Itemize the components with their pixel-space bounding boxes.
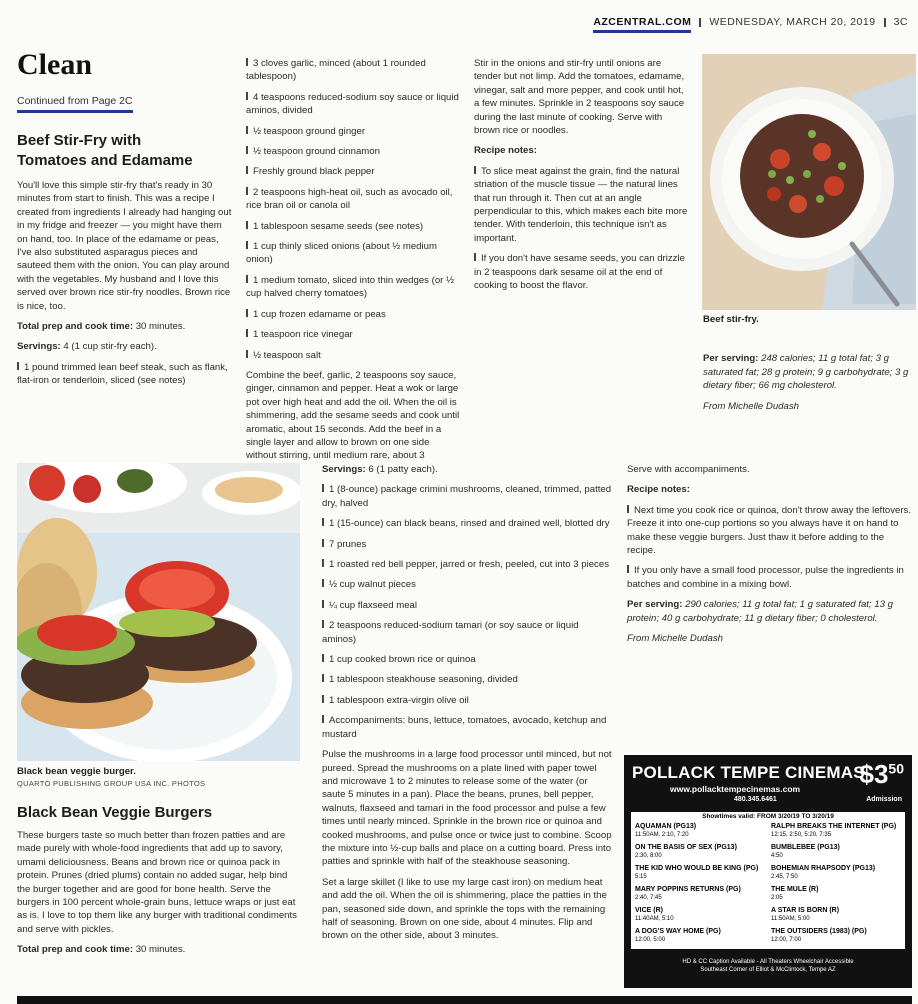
servings-label: Servings:	[322, 464, 366, 475]
movie-times: 4:50	[771, 853, 783, 859]
page-header	[593, 16, 908, 28]
recipe2-intro: These burgers taste so much better than frozen patties and are made purely with whole-food ingredients that add up to savory, umami deliciousness. Beans and brown rice or quinoa pack in protein. Prunes (dried plums) contain no added sugar, help bind the burger together and are good for bone health. Serve the burgers in 100 percent whole-grain buns, lettuce wraps or just eat as is. I love to top them like any burger with traditional condiments and serve with pickles.	[17, 830, 297, 935]
cinema-footer	[624, 958, 912, 974]
recipe1-step2: Stir in the onions and stir-fry until onions are tender but not limp. Add the tomatoes, edamame, vinegar, salt and more pepper, and cook until hot, a few minutes. Sprinkle in 2 teaspoons soy sauce during the last minute of cooking. Serve with brown rice or noodles.	[474, 58, 685, 137]
ingredient-item: 2 teaspoons high-heat oil, such as avocado oil, rice bran oil or canola oil	[246, 186, 460, 213]
movie-title: BOHEMIAN RHAPSODY (PG13)	[771, 865, 876, 872]
movie-title: A STAR IS BORN (R)	[771, 907, 840, 914]
recipe1-title	[17, 131, 232, 171]
bottom-rule	[17, 996, 912, 1004]
cinema-phone: 480.345.6461	[734, 796, 777, 803]
ingredient-item: 1 (15-ounce) can black beans, rinsed and drained well, blotted dry	[322, 517, 612, 530]
ingredient-item: Accompaniments: buns, lettuce, tomatoes, avocado, ketchup and mustard	[322, 714, 612, 741]
movie-listing	[771, 823, 896, 839]
recipe1-column-1	[17, 131, 232, 395]
burger-photo-captions	[17, 766, 300, 788]
movie-title: THE OUTSIDERS (1983) (PG)	[771, 928, 867, 935]
time-label: Total prep and cook time:	[17, 321, 134, 333]
recipe1-title-line1: Beef Stir-Fry with	[17, 132, 142, 149]
recipe1-title-line2: Tomatoes and Edamame	[17, 152, 193, 169]
movie-times: 12:00, 7:00	[771, 937, 802, 943]
recipe2-servings	[322, 463, 612, 476]
movie-title: ON THE BASIS OF SEX (PG13)	[635, 844, 737, 851]
recipe2-title: Black Bean Veggie Burgers	[17, 804, 213, 821]
movie-title: MARY POPPINS RETURNS (PG)	[635, 886, 741, 893]
recipe1-servings	[17, 340, 232, 353]
separator	[884, 18, 886, 27]
issue-date: WEDNESDAY, MARCH 20, 2019	[709, 16, 876, 28]
movie-listing	[635, 928, 721, 944]
section-title: Clean	[17, 48, 92, 81]
movie-times: 2:05	[771, 895, 783, 901]
ingredient-item: 1 cup thinly sliced onions (about ½ medium onion)	[246, 240, 460, 267]
movie-title: RALPH BREAKS THE INTERNET (PG)	[771, 823, 897, 830]
per-serving-values: 248 calories; 11 g total fat; 3 g saturated fat; 28 g protein; 9 g carbohydrate; 3 g dietary fiber; 66 mg cholesterol.	[703, 353, 909, 392]
recipe1-time	[17, 320, 232, 333]
movie-listing	[635, 844, 737, 860]
recipe-note: If you only have a small food processor, pulse the ingredients in batches and combine in a mixing bowl.	[627, 564, 913, 591]
movie-times: 11:40AM, 5:10	[635, 916, 674, 922]
recipe2-nutrition	[627, 598, 913, 625]
recipe2-step2: Set a large skillet (I like to use my large cast iron) on medium heat and add the oil. When the oil is shimmering, place the patties in the pan, seasoned side down, and sprinkle the tops with the remaining half of seasoning. Brown on one side, about 4 minutes. Flip and brown on the other side, about 3 minutes.	[322, 876, 607, 942]
ingredient-item: 1 pound trimmed lean beef steak, such as flank, flat-iron or tenderloin, sliced (see notes)	[17, 361, 232, 388]
recipe2-column-2	[322, 463, 612, 950]
servings-value: 6 (1 patty each).	[365, 464, 438, 475]
movie-listing	[771, 928, 867, 944]
movie-title: VICE (R)	[635, 907, 663, 914]
page-number: 3C	[893, 16, 908, 28]
ingredient-item: 4 teaspoons reduced-sodium soy sauce or liquid aminos, divided	[246, 91, 459, 117]
ingredient-item: 3 cloves garlic, minced (about 1 rounded tablespoon)	[246, 57, 460, 84]
movie-listing	[771, 907, 839, 923]
movie-listing	[635, 907, 674, 923]
movie-listing	[635, 886, 741, 902]
recipe2-column-1	[17, 803, 303, 964]
admission-label: Admission	[866, 796, 902, 803]
per-serving-values: 290 calories; 11 g total fat; 1 g saturated fat; 13 g protein; 40 g carbohydrate; 11 g dietary fiber; 0 cholesterol.	[627, 599, 893, 624]
movie-times: 2:45, 7:50	[771, 874, 798, 880]
site-name[interactable]: AZCENTRAL.COM	[593, 16, 691, 33]
recipe1-column-3	[474, 57, 690, 300]
servings-value: 4 (1 cup stir-fry each).	[60, 341, 157, 353]
ingredient-item: 1 cup cooked brown rice or quinoa	[322, 653, 612, 666]
price-dollars: $3	[859, 759, 889, 789]
ingredient-item: 1 (8-ounce) package crimini mushrooms, cleaned, trimmed, patted dry, halved	[322, 484, 612, 509]
movie-listing	[635, 823, 696, 839]
ingredient-item: 1 medium tomato, sliced into thin wedges (or ½ cup halved cherry tomatoes)	[246, 274, 460, 301]
separator	[699, 18, 701, 27]
showtimes-validity: Showtimes valid: FROM 3/20/19 TO 3/20/19	[702, 813, 834, 820]
movie-listing	[771, 844, 840, 860]
recipe1-sidebar	[703, 313, 915, 420]
movie-listing	[635, 865, 758, 881]
ingredient-item: ½ teaspoon salt	[246, 349, 460, 362]
showtimes-listing	[631, 812, 905, 949]
beef-stir-fry-photo	[702, 54, 916, 310]
recipe-note: To slice meat against the grain, find the natural striation of the muscle tissue — the natural lines that run through it. Then cut at an angle perpendicular to this, which makes each bite more tender. With tenderloin, this technique isn't as important.	[474, 165, 690, 245]
ingredient-item: ½ teaspoon ground ginger	[246, 125, 460, 138]
cinema-name: POLLACK TEMPE CINEMAS	[632, 763, 865, 782]
movie-title: A DOG'S WAY HOME (PG)	[635, 928, 721, 935]
recipe1-notes-heading: Recipe notes:	[474, 145, 537, 157]
movie-times: 11:50AM, 2:10, 7:20	[635, 832, 689, 838]
cinema-advertisement[interactable]	[624, 755, 912, 988]
recipe2-notes-heading: Recipe notes:	[627, 484, 690, 496]
time-label: Total prep and cook time:	[17, 944, 134, 956]
recipe-note: If you don't have sesame seeds, you can drizzle in 2 teaspoons dark sesame oil at the end of cooking to boost the flavor.	[474, 252, 690, 292]
movie-times: 2:30, 8:00	[635, 853, 662, 859]
ingredient-item: ½ cup walnut pieces	[322, 578, 612, 591]
accessibility-note: HD & CC Caption Available - All Theaters Wheelchair Accessible	[682, 959, 854, 965]
movie-times: 5:15	[635, 874, 647, 880]
movie-listing	[771, 886, 818, 902]
beef-photo-caption: Beef stir-fry.	[703, 314, 759, 325]
ingredient-item: 1 tablespoon sesame seeds (see notes)	[246, 220, 460, 233]
movie-times: 2:40, 7:45	[635, 895, 662, 901]
cinema-website-link[interactable]: www.pollacktempecinemas.com	[670, 784, 801, 794]
recipe2-step1: Pulse the mushrooms in a large food processor until minced, but not pureed. Spread the mushrooms on a plate lined with paper towel and microwave 1 to 2 minutes to release some of the water (or saute 5 minutes in a pan). Place the beans, prunes, bell pepper, walnuts, flaxseed and tamari in the food processor and pulse a few times until nearly minced. Sprinkle in the brown rice or quinoa and cooked mushrooms, and pulse once or twice just to combine. Scoop the mixture into ½-cup balls and place on a cutting board. Press into patties and sprinkle with half of the steakhouse seasoning.	[322, 749, 612, 868]
ingredient-item: 1 teaspoon rice vinegar	[246, 328, 460, 341]
ingredient-item: 1 tablespoon steakhouse seasoning, divided	[322, 673, 612, 686]
recipe1-credit: From Michelle Dudash	[703, 400, 799, 412]
movie-title: BUMBLEBEE (PG13)	[771, 844, 840, 851]
recipe2-column-3	[627, 463, 913, 652]
movie-times: 11:50AM, 5:00	[771, 916, 810, 922]
ingredient-item: 1 roasted red bell pepper, jarred or fresh, peeled, cut into 3 pieces	[322, 558, 612, 571]
recipe1-column-2	[246, 57, 460, 483]
recipe1-step1: Combine the beef, garlic, 2 teaspoons soy sauce, ginger, cinnamon and pepper. Heat a wok or large pot over high heat and add the oil. When the oil is shimmering, add the sesame seeds and cook until aromatic, about 15 seconds. Add the beef in a single layer and allow to brown on one side without stirring, until medium rare, about 3	[246, 369, 460, 462]
burger-photo-caption: Black bean veggie burger.	[17, 766, 136, 777]
ingredient-item: Freshly ground black pepper	[246, 165, 460, 178]
continued-from-link[interactable]: Continued from Page 2C	[17, 95, 133, 113]
movie-listing	[771, 865, 875, 881]
movie-times: 12:00, 5:00	[635, 937, 666, 943]
photo-credit: QUARTO PUBLISHING GROUP USA INC. PHOTOS	[17, 779, 206, 788]
movie-title: THE MULE (R)	[771, 886, 819, 893]
movie-title: THE KID WHO WOULD BE KING (PG)	[635, 865, 759, 872]
movie-times: 12:15, 2:50, 5:20, 7:35	[771, 832, 832, 838]
per-serving-label: Per serving:	[703, 353, 759, 365]
recipe2-time	[17, 943, 303, 956]
recipe2-step3: Serve with accompaniments.	[627, 464, 750, 475]
ingredient-item: ½ teaspoon ground cinnamon	[246, 145, 460, 158]
ticket-price	[860, 759, 905, 790]
recipe-note: Next time you cook rice or quinoa, don't throw away the leftovers. Freeze it into one-cup portions so you always have it on hand to make these veggie burgers. Just thaw it before adding to the recipe.	[627, 504, 911, 557]
recipe2-credit: From Michelle Dudash	[627, 633, 723, 645]
time-value: 30 minutes.	[133, 321, 186, 333]
ingredient-item: 1 tablespoon extra-virgin olive oil	[322, 694, 612, 707]
cinema-address: Southeast Corner of Elliot & McClintock, Tempe AZ	[700, 967, 836, 973]
ingredient-item: ¼ cup flaxseed meal	[322, 599, 612, 612]
ingredient-item: 7 prunes	[322, 538, 612, 551]
recipe1-intro: You'll love this simple stir-fry that's ready in 30 minutes from start to finish. This was a recipe I created from ingredients I already had hanging out in my fridge and freezer — you might have them on hand, too. In place of the edamame or peas, I've also substituted asparagus pieces and sauteed them with the onion. You can play around with the vegetables. My husband and I love this served over brown rice stir-fry noodles. Brown rice is nice, too.	[17, 180, 232, 312]
time-value: 30 minutes.	[133, 944, 186, 956]
servings-label: Servings:	[17, 341, 61, 353]
recipe1-nutrition	[703, 352, 915, 392]
veggie-burger-photo	[17, 463, 300, 761]
ingredient-item: 1 cup frozen edamame or peas	[246, 308, 460, 321]
ingredient-item: 2 teaspoons reduced-sodium tamari (or soy sauce or liquid aminos)	[322, 619, 612, 646]
per-serving-label: Per serving:	[627, 599, 683, 611]
movie-title: AQUAMAN (PG13)	[635, 823, 697, 830]
price-cents: 50	[888, 760, 904, 777]
